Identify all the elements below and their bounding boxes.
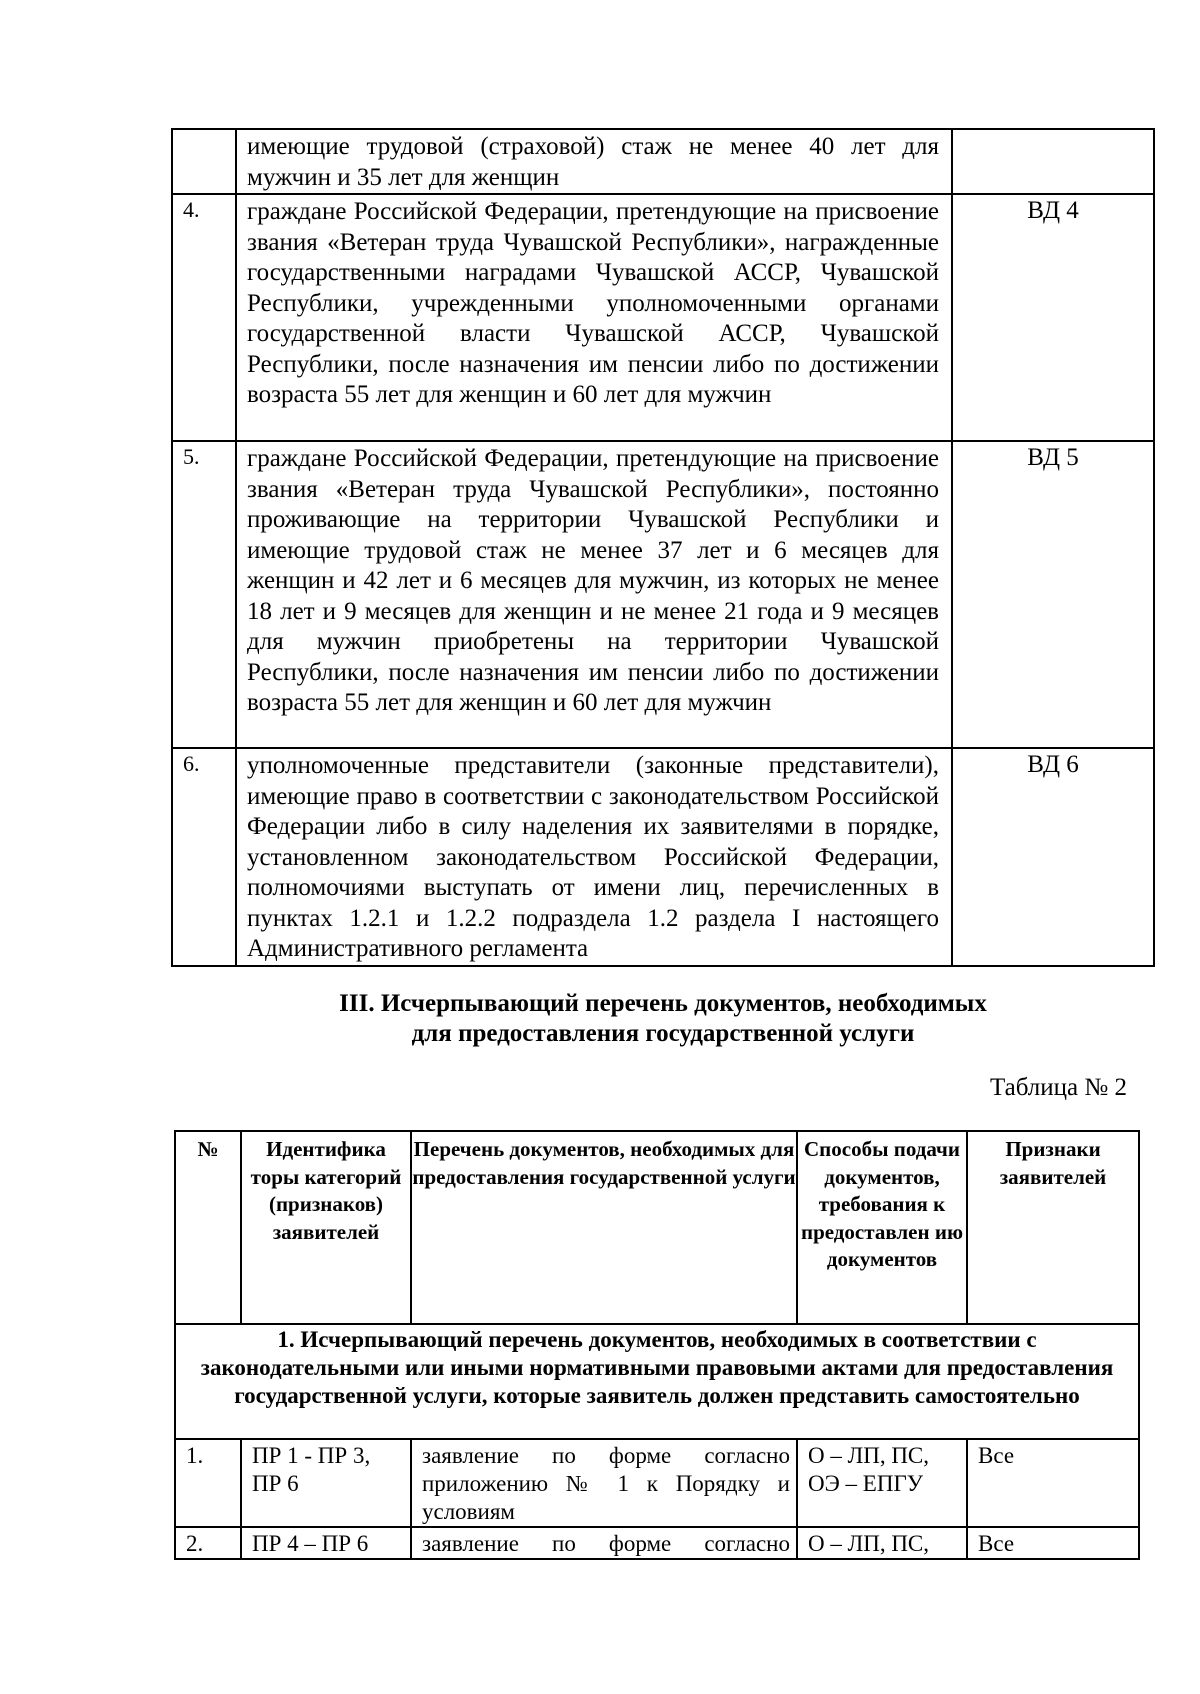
applicant-description: граждане Российской Федерации, претендующие на присвоение звания «Ветеран труда Чувашской Республики», награжденные государственными наградами Чувашской АССР, Чувашской Республики, учрежденными уполномоченными органами государственной власти Чувашской АССР, Чувашской Республики, после назначения им пенсии либо по достижении возраста 55 лет для женщин и 60 лет для мужчин — [236, 194, 952, 441]
row-number: 1. — [175, 1439, 241, 1527]
row-number: 5. — [172, 441, 236, 748]
table-row — [172, 748, 1154, 966]
row-documents: заявление по форме согласно приложению № 1 к Порядку и условиям — [411, 1439, 797, 1527]
table-header-row — [175, 1131, 1139, 1324]
row-number: 6. — [172, 748, 236, 966]
row-methods: О – ЛП, ПС, ОЭ – ЕПГУ — [797, 1439, 967, 1527]
table-row — [172, 129, 1154, 194]
table-row — [172, 194, 1154, 441]
section-title — [171, 989, 1155, 1049]
applicants-table — [171, 128, 1155, 967]
header-methods: Способы подачи документов, требования к предоставлен ию документов — [797, 1131, 967, 1324]
row-number: 4. — [172, 194, 236, 441]
row-signs: Все — [967, 1527, 1139, 1559]
applicant-description: имеющие трудовой (страховой) стаж не менее 40 лет для мужчин и 35 лет для женщин — [236, 129, 952, 194]
row-identifiers: ПР 4 – ПР 6 — [241, 1527, 411, 1559]
row-number: 2. — [175, 1527, 241, 1559]
section-title-line-1: III. Исчерпывающий перечень документов, необходимых — [339, 990, 987, 1017]
row-documents: заявление по форме согласно — [411, 1527, 797, 1559]
subsection-title: 1. Исчерпывающий перечень документов, необходимых в соответствии с законодательными или иными нормативными правовыми актами для предоставления государственной услуги, которые заявитель должен представить самостоятельно — [175, 1324, 1139, 1439]
section-title-line-2: для предоставления государственной услуги — [411, 1020, 915, 1047]
row-methods: О – ЛП, ПС, — [797, 1527, 967, 1559]
header-signs: Признаки заявителей — [967, 1131, 1139, 1324]
subsection-row — [175, 1324, 1139, 1439]
applicant-code — [952, 129, 1154, 194]
row-identifiers: ПР 1 - ПР 3, ПР 6 — [241, 1439, 411, 1527]
table-row — [172, 441, 1154, 748]
table-row — [175, 1527, 1139, 1559]
applicant-code: ВД 4 — [952, 194, 1154, 441]
row-number — [172, 129, 236, 194]
table-row — [175, 1439, 1139, 1527]
header-num: № — [175, 1131, 241, 1324]
applicant-description: уполномоченные представители (законные представители), имеющие право в соответствии с законодательством Российской Федерации либо в силу наделения их заявителями в порядке, установленном законодательством Российской Федерации, полномочиями выступать от имени лиц, перечисленных в пунктах 1.2.1 и 1.2.2 подраздела 1.2 раздела I настоящего Административного регламента — [236, 748, 952, 966]
applicant-description: граждане Российской Федерации, претендующие на присвоение звания «Ветеран труда Чувашской Республики», постоянно проживающие на территории Чувашской Республики и имеющие трудовой стаж не менее 37 лет и 6 месяцев для женщин и 42 лет и 6 месяцев для мужчин, из которых не менее 18 лет и 9 месяцев для женщин и не менее 21 года и 9 месяцев для мужчин приобретены на территории Чувашской Республики, после назначения им пенсии либо по достижении возраста 55 лет для женщин и 60 лет для мужчин — [236, 441, 952, 748]
applicant-code: ВД 6 — [952, 748, 1154, 966]
table-label: Таблица № 2 — [989, 1074, 1127, 1101]
header-documents: Перечень документов, необходимых для предоставления государственной услуги — [411, 1131, 797, 1324]
header-identifiers: Идентифика торы категорий (признаков) заявителей — [241, 1131, 411, 1324]
row-signs: Все — [967, 1439, 1139, 1527]
documents-table — [174, 1130, 1140, 1560]
applicant-code: ВД 5 — [952, 441, 1154, 748]
